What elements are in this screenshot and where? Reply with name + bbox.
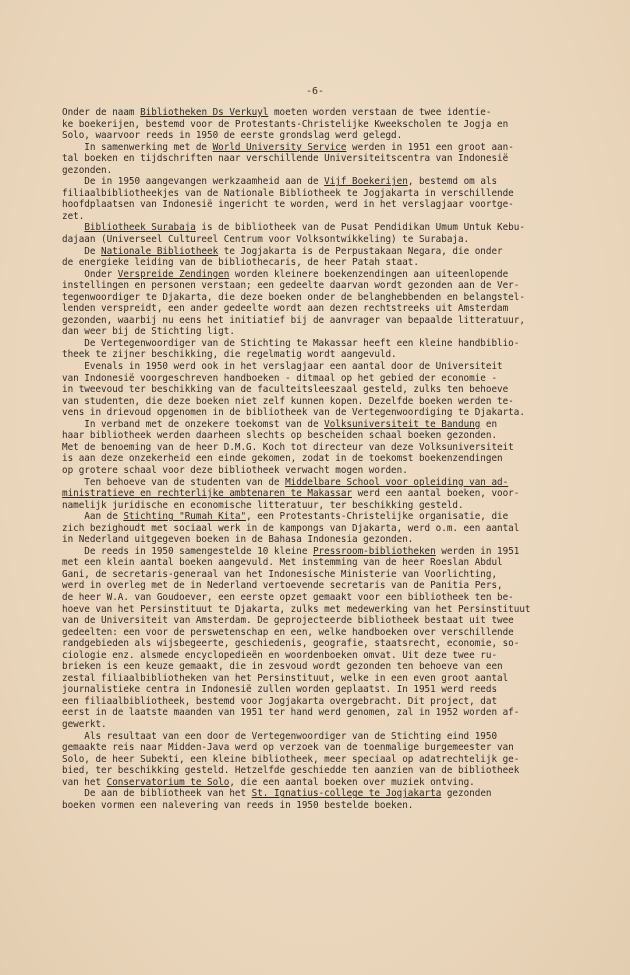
text-line [62,569,582,581]
text-run: in Nederland uitgegeven boeken in de Bahasa Indonesia gezonden. [62,534,414,546]
text-run: haar bibliotheek werden daarheen slechts op bescheiden schaal boeken gezonden. [62,430,498,442]
text-run: De reeds in 1950 samengestelde 10 kleine [62,545,313,557]
text-line [62,107,582,119]
text-run: van studenten, die deze boeken niet zelf kunnen kopen. Dezelfde boeken werden te- [62,395,514,407]
text-run: randgebieden als wijsbegeerte, geschiedenis, geografie, staatsrecht, economie, so- [62,638,520,650]
text-run: zet. [62,210,85,222]
text-line [62,349,582,361]
text-run: de energieke leiding van de bibliothecaris, de heer Patah staat. [62,257,419,269]
text-run: , die een aantal boeken over muziek ontving. [229,776,475,788]
text-run: gemaakte reis naar Midden-Java werd op verzoek van de toenmalige burgemeester van [62,742,514,754]
underlined-name: Middelbare School voor opleiding van ad- [285,476,509,488]
text-line [62,615,582,627]
text-run: instellingen en personen verstaan; een gedeelte daarvan wordt gezonden aan de Ver- [62,280,520,292]
underlined-name: St. Ignatius-college te Jogjakarta [251,788,442,800]
text-run: Onder de naam [62,107,141,118]
underlined-name: Conservatorium te Solo [106,776,230,788]
text-line [62,754,582,766]
text-run: te Jogjakarta is de Perpustakaan Negara, die onder [218,245,503,257]
text-run: Ten behoeve van de studenten van de [62,476,286,488]
text-run: bied, ter beschikking gesteld. Hetzelfde geschiedde ten aanzien van de bibliotheek [62,765,520,777]
text-line [62,627,582,639]
text-run: Als resultaat van een door de Vertegenwoordiger van de Stichting eind 1950 [62,730,498,742]
text-line [62,165,582,177]
text-line [62,673,582,685]
text-line [62,453,582,465]
text-line [62,731,582,743]
text-line [62,523,582,535]
text-line [62,500,582,512]
text-line [62,546,582,558]
text-line [62,638,582,650]
underlined-name: Stichting "Rumah Kita" [123,511,247,523]
text-line [62,222,582,234]
text-run: Evenals in 1950 werd ook in het verslagjaar een aantal door de Universiteit [62,361,503,373]
text-run: met een klein aantal boeken aangevuld. Met instemming van de heer Roeslan Abdul [62,557,503,569]
text-run: moeten worden verstaan de twee identie- [268,107,492,118]
text-run: van het [62,776,107,788]
text-run: Met de benoeming van de heer D.M.G. Koch tot directeur van deze Volksuniversiteit [62,441,514,453]
text-line [62,130,582,142]
text-run: werd in overleg met de in Nederland vertoevende secretaris van de Panitia Pers, [62,580,503,592]
text-run: theek te zijner beschikking, die regelmatig wordt aangevuld. [62,349,397,361]
text-run: Aan de [62,511,124,523]
text-run: namelijk juridische en economische litteratuur, ter beschikking gesteld. [62,499,464,511]
text-line [62,477,582,489]
text-line [62,292,582,304]
text-line [62,188,582,200]
body-text [62,107,582,811]
text-line [62,488,582,500]
text-line [62,234,582,246]
text-line [62,592,582,604]
text-run: Onder [62,268,118,280]
text-line [62,442,582,454]
text-run: , een Protestants-Christelijke organisatie, die [246,511,509,523]
text-run: eerst in de laatste maanden van 1951 ter hand werd genomen, zal in 1952 worden af- [62,707,520,719]
text-run: ke boekerijen, bestemd voor de Protestants-Christelijke Kweekscholen te Jogja en [62,118,509,130]
text-run: werd een aantal boeken, voor- [352,488,520,500]
text-line [62,765,582,777]
text-line [62,650,582,662]
text-line [62,661,582,673]
text-run: Gani, de secretaris-generaal van het Indonesische Ministerie van Voorlichting, [62,568,498,580]
text-run: is de bibliotheek van de Pusat Pendidikan Umum Untuk Kebu- [195,222,525,234]
text-run: op grotere schaal voor deze bibliotheek verwacht mogen worden. [62,464,408,476]
text-run: gezonden, waarbij nu eens het initiatief bij de aanvrager van bepaalde litteratuur, [62,314,525,326]
text-run: werden in 1951 [435,545,520,557]
text-run: gedeelten: een voor de perswetenschap en een, welke handboeken over verschillende [62,626,514,638]
text-run: gezonden. [62,164,113,176]
text-run: in tweevoud ter beschikking van de faculteitsleeszaal gesteld, zulks ten behoeve [62,384,509,396]
underlined-name: Volksuniversiteit te Bandung [324,418,481,430]
text-run: hoeve van het Persinstituut te Djakarta, zulks met medewerking van het Persinstituut [62,603,531,615]
text-line [62,788,582,800]
text-run: lenden verspreidt, een ander gedeelte wordt aan dezen rechtstreeks uit Amsterdam [62,303,509,315]
text-run: brieken is een keuze gemaakt, die in zesvoud wordt gezonden ten behoeve van een [62,661,503,673]
text-line [62,396,582,408]
underlined-name: Nationale Bibliotheek [101,245,219,257]
text-run: van Indonesië voorgeschreven handboeken - ditmaal op het gebied der economie - [62,372,498,384]
text-run: Solo, waarvoor reeds in 1950 de eerste grondslag werd gelegd. [62,130,403,142]
text-run: Solo, de heer Subekti, een kleine bibliotheek, meer speciaal op adatrechtelijk ge- [62,753,520,765]
text-line [62,465,582,477]
underlined-name: Verspreide Zendingen [117,268,230,280]
text-run [62,222,84,233]
text-run: van de Universiteit van Amsterdam. De geprojecteerde bibliotheek bestaat uit twee [62,615,514,627]
text-run: De Vertegenwoordiger van de Stichting te Makassar heeft een kleine handbiblio- [62,337,520,349]
underlined-name: Vijf Boekerijen [324,176,408,188]
underlined-name: Pressroom-bibliotheken [312,545,436,557]
text-run: De [62,245,102,257]
text-run: zich bezighoudt met sociaal werk in de kampongs van Djakarta, werd o.m. een aantal [62,522,520,534]
text-run: De in 1950 aangevangen werkzaamheid aan de [62,176,325,188]
text-line [62,707,582,719]
text-run: dan weer bij de Stichting ligt. [62,326,235,338]
text-line [62,326,582,338]
text-line [62,580,582,592]
text-line [62,419,582,431]
text-line [62,511,582,523]
text-line [62,604,582,616]
text-run: ciologie enz. alsmede encyclopedieën en woordenboeken omvat. Uit deze twee ru- [62,649,498,661]
text-run: vens in drievoud opgenomen in de bibliotheek van de Vertegenwoordiging te Djakarta. [62,407,525,419]
text-line [62,269,582,281]
text-line [62,303,582,315]
underlined-name: Bibliotheken Ds Verkuyl [140,107,269,118]
text-line [62,315,582,327]
text-line [62,176,582,188]
text-line [62,777,582,789]
text-line [62,338,582,350]
text-line [62,142,582,154]
underlined-name: Bibliotheek Surabaja [84,222,196,234]
underlined-name: ministratieve en rechterlijke ambtenaren te Makassar [62,488,353,500]
text-line [62,696,582,708]
text-line [62,119,582,131]
text-run: In samenwerking met de [62,141,213,153]
text-line [62,246,582,258]
text-line [62,407,582,419]
text-line [62,361,582,373]
text-run: gezonden [441,788,492,800]
text-run: worden kleinere boekenzendingen aan uiteenlopende [229,268,509,280]
text-run: hoofdplaatsen van Indonesië ingericht te worden, werd in het verslagjaar voortge- [62,199,514,211]
text-run: boeken vormen een nalevering van reeds in 1950 bestelde boeken. [62,799,414,811]
text-line [62,211,582,223]
text-line [62,800,582,812]
text-line [62,257,582,269]
text-run: zestal filiaalbibliotheken van het Persinstituut, welke in een even groot aantal [62,672,509,684]
page-number: -6- [305,86,325,97]
text-run: tegenwoordiger te Djakarta, die deze boeken onder de belanghebbenden en belangstel- [62,291,525,303]
text-run: In verband met de onzekere toekomst van de [62,418,325,430]
text-run: journalistieke centra in Indonesië zullen worden geplaatst. In 1951 werd reeds [62,684,498,696]
text-line [62,280,582,292]
text-run: gewerkt. [62,718,107,730]
text-run: filiaalbibliotheekjes van de Nationale Bibliotheek te Jogjakarta in verschillende [62,187,514,199]
text-line [62,557,582,569]
text-run: een filiaalbibliotheek, bestemd voor Jogjakarta overgebracht. Dit project, dat [62,695,498,707]
text-line [62,534,582,546]
text-run: tal boeken en tijdschriften naar verschillende Universiteitscentra van Indonesië [62,153,509,165]
text-line [62,719,582,731]
text-line [62,153,582,165]
text-run: de heer W.A. van Goudoever, een eerste opzet gemaakt voor een bibliotheek ten be- [62,591,514,603]
text-line [62,742,582,754]
text-line [62,199,582,211]
text-run: dajaan (Universeel Cultureel Centrum voor Volksontwikkeling) te Surabaja. [62,234,470,246]
text-run: en [480,418,498,430]
text-run: werden in 1951 een groot aan- [346,141,514,153]
text-run: De aan de bibliotheek van het [62,788,252,800]
underlined-name: World University Service [212,141,347,153]
text-run: , bestemd om als [407,176,498,188]
text-line [62,384,582,396]
text-line [62,430,582,442]
text-line [62,373,582,385]
text-line [62,684,582,696]
text-run: is aan deze onzekerheid een einde gekomen, zodat in de toekomst boekenzendingen [62,453,503,465]
